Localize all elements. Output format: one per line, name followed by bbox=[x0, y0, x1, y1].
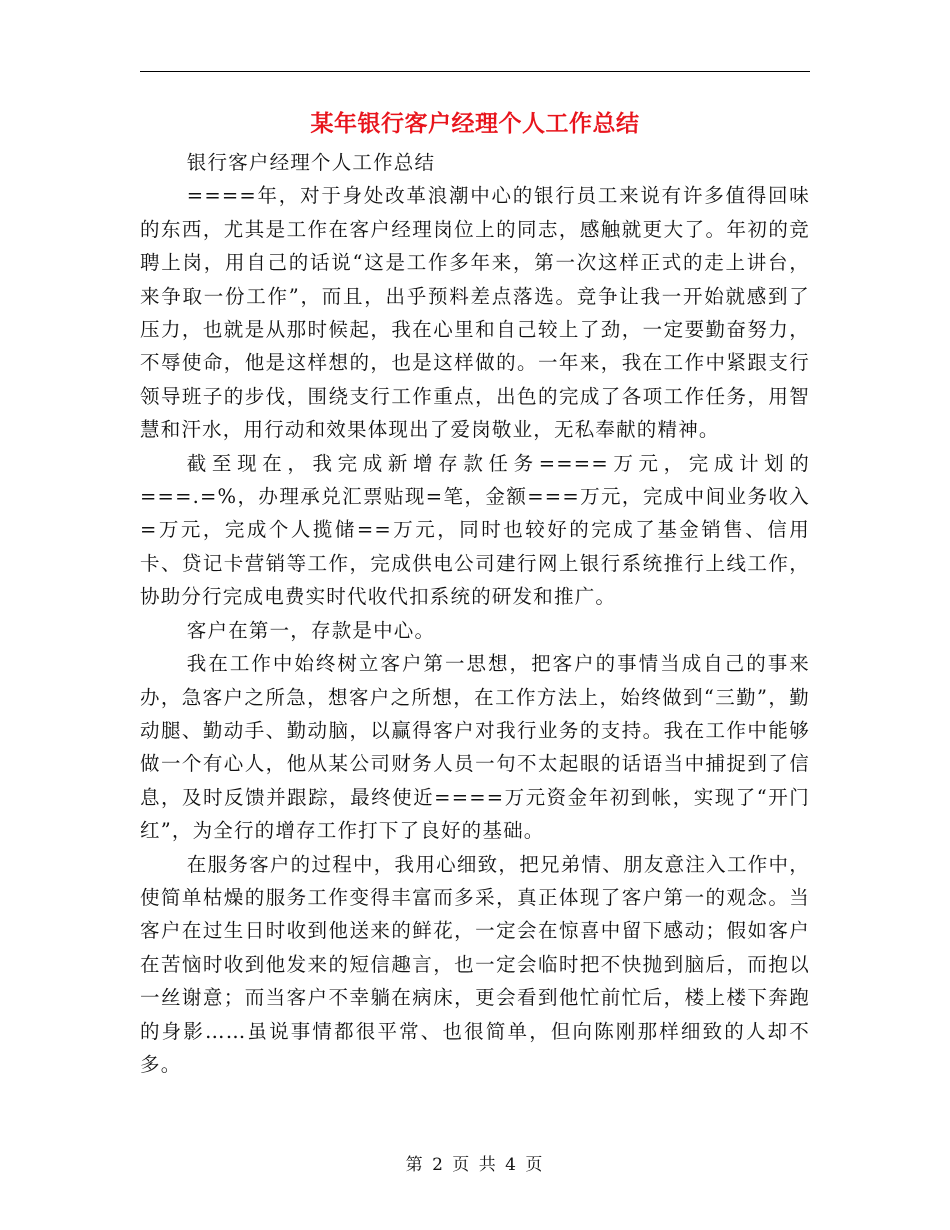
paragraph-subtitle: 银行客户经理个人工作总结 bbox=[186, 151, 436, 174]
page-number: 第 2 页 共 4 页 bbox=[405, 1155, 545, 1175]
document-title: 某年银行客户经理个人工作总结 bbox=[310, 110, 640, 137]
paragraph-section-heading: 客户在第一，存款是中心。 bbox=[186, 618, 436, 642]
paragraph-intro: ====年，对于身处改革浪潮中心的银行员工来说有许多值得回味的东西，尤其是工作在客户经理岗位上的同志，感触就更大了。年初的竞聘上岗，用自己的话说“这是工作多年来，第一次这样正式的走上讲台，来争取一份工作”，而且，出乎预料差点落选。竞争让我一开始就感到了压力，也就是从那时候起，我在心里和自己较上了劲，一定要勤奋努力，不辱使命，他是这样想的，也是这样做的。一年来，我在工作中紧跟支行领导班子的步伐，围绕支行工作重点，出色的完成了各项工作任务，用智慧和汗水，用行动和效果体现出了爱岗敬业，无私奉献的精神。 bbox=[140, 184, 810, 442]
document-body bbox=[140, 146, 810, 1081]
paragraph-achievements: 截至现在，我完成新增存款任务====万元，完成计划的 ===.=%，办理承兑汇票贴现=笔，金额===万元，完成中间业务收入=万元，完成个人揽储==万元，同时也较好的完成了基金销售、信用卡、贷记卡营销等工作，完成供电公司建行网上银行系统推行上线工作，协助分行完成电费实时代收代扣系统的研发和推广。 bbox=[140, 451, 810, 609]
header-rule bbox=[140, 71, 810, 72]
paragraph-service: 在服务客户的过程中，我用心细致，把兄弟情、朋友意注入工作中，使简单枯燥的服务工作变得丰富而多采，真正体现了客户第一的观念。当客户在过生日时收到他送来的鲜花，一定会在惊喜中留下感动；假如客户在苦恼时收到他发来的短信趣言，也一定会临时把不快抛到脑后，而抱以一丝谢意；而当客户不幸躺在病床，更会看到他忙前忙后，楼上楼下奔跑的身影……虽说事情都很平常、也很简单，但向陈刚那样细致的人却不多。 bbox=[140, 852, 810, 1076]
paragraph-customer-first: 我在工作中始终树立客户第一思想，把客户的事情当成自己的事来办，急客户之所急，想客户之所想，在工作方法上，始终做到“三勤”，勤动腿、勤动手、勤动脑，以赢得客户对我行业务的支持。我在工作中能够做一个有心人，他从某公司财务人员一句不太起眼的话语当中捕捉到了信息，及时反馈并跟踪，最终使近====万元资金年初到帐，实现了“开门红”，为全行的增存工作打下了良好的基础。 bbox=[140, 652, 810, 843]
